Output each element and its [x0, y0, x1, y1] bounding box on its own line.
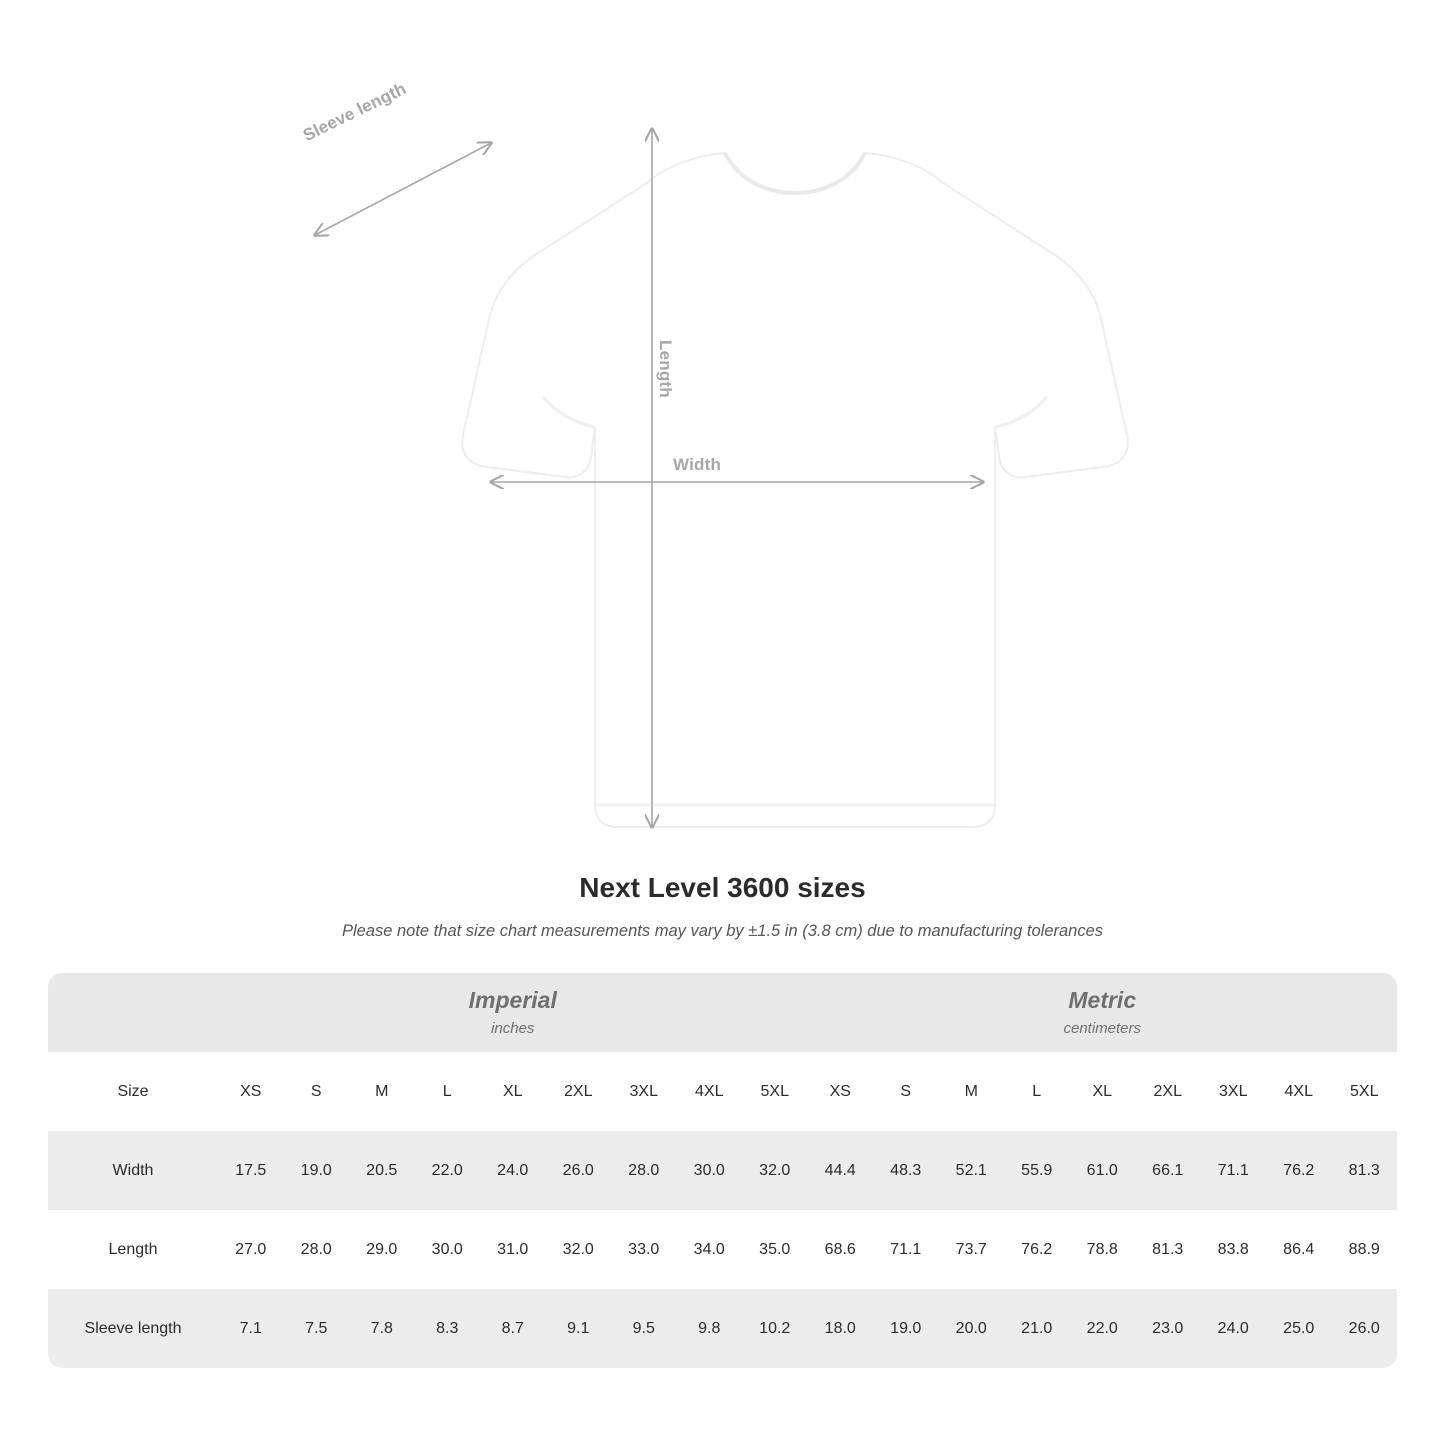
size-header-metric-3: L: [1004, 1052, 1070, 1131]
size-header-imperial-8: 5XL: [742, 1052, 808, 1131]
tshirt-illustration: [295, 105, 1155, 835]
cell-length-metric-1: 71.1: [873, 1210, 939, 1289]
title-block: [0, 872, 1445, 941]
row-label-width: Width: [48, 1131, 218, 1210]
cell-sleeve-imperial-4: 8.7: [480, 1289, 546, 1368]
table-row: [48, 1210, 1397, 1289]
cell-width-metric-3: 55.9: [1004, 1131, 1070, 1210]
cell-length-imperial-2: 29.0: [349, 1210, 415, 1289]
table-row: [48, 1131, 1397, 1210]
length-label: Length: [656, 340, 675, 398]
size-header-imperial-2: M: [349, 1052, 415, 1131]
unit-header-row: [48, 973, 1397, 1052]
sleeve-length-label: Sleeve length: [300, 78, 410, 146]
cell-width-metric-2: 52.1: [939, 1131, 1005, 1210]
size-header-metric-1: S: [873, 1052, 939, 1131]
cell-sleeve-metric-1: 19.0: [873, 1289, 939, 1368]
cell-sleeve-metric-7: 25.0: [1266, 1289, 1332, 1368]
cell-width-imperial-8: 32.0: [742, 1131, 808, 1210]
unit-metric-name: Metric: [1068, 987, 1137, 1014]
table-row: [48, 1289, 1397, 1368]
size-header-metric-7: 4XL: [1266, 1052, 1332, 1131]
cell-width-imperial-5: 26.0: [546, 1131, 612, 1210]
cell-length-metric-2: 73.7: [939, 1210, 1005, 1289]
width-label: Width: [673, 455, 722, 474]
cell-width-metric-8: 81.3: [1332, 1131, 1398, 1210]
cell-width-imperial-1: 19.0: [284, 1131, 350, 1210]
tolerance-note: Please note that size chart measurements may vary by ±1.5 in (3.8 cm) due to manufacturing tolerances: [341, 922, 1104, 940]
cell-sleeve-imperial-0: 7.1: [218, 1289, 284, 1368]
cell-sleeve-metric-0: 18.0: [808, 1289, 874, 1368]
size-header-metric-5: 2XL: [1135, 1052, 1201, 1131]
cell-width-metric-5: 66.1: [1135, 1131, 1201, 1210]
size-header-label: Size: [48, 1052, 218, 1131]
cell-sleeve-imperial-6: 9.5: [611, 1289, 677, 1368]
cell-width-imperial-2: 20.5: [349, 1131, 415, 1210]
cell-sleeve-metric-4: 22.0: [1070, 1289, 1136, 1368]
page-title: Next Level 3600 sizes: [579, 872, 866, 903]
cell-length-imperial-0: 27.0: [218, 1210, 284, 1289]
cell-length-imperial-4: 31.0: [480, 1210, 546, 1289]
size-header-imperial-3: L: [415, 1052, 481, 1131]
cell-length-imperial-5: 32.0: [546, 1210, 612, 1289]
cell-sleeve-metric-6: 24.0: [1201, 1289, 1267, 1368]
cell-width-imperial-0: 17.5: [218, 1131, 284, 1210]
unit-header-spacer: [48, 973, 218, 1052]
cell-sleeve-imperial-1: 7.5: [284, 1289, 350, 1368]
unit-imperial-name: Imperial: [468, 987, 557, 1014]
cell-width-metric-7: 76.2: [1266, 1131, 1332, 1210]
cell-width-imperial-3: 22.0: [415, 1131, 481, 1210]
cell-length-imperial-3: 30.0: [415, 1210, 481, 1289]
cell-sleeve-metric-3: 21.0: [1004, 1289, 1070, 1368]
cell-width-metric-4: 61.0: [1070, 1131, 1136, 1210]
cell-sleeve-metric-5: 23.0: [1135, 1289, 1201, 1368]
cell-sleeve-imperial-7: 9.8: [677, 1289, 743, 1368]
size-table-container: [48, 973, 1397, 1368]
cell-sleeve-imperial-8: 10.2: [742, 1289, 808, 1368]
cell-length-imperial-6: 33.0: [611, 1210, 677, 1289]
unit-metric-sub: centimeters: [1063, 1019, 1142, 1037]
size-header-metric-8: 5XL: [1332, 1052, 1398, 1131]
cell-width-metric-1: 48.3: [873, 1131, 939, 1210]
tshirt-icon: [295, 105, 1155, 835]
size-table: [48, 973, 1397, 1368]
size-header-metric-6: 3XL: [1201, 1052, 1267, 1131]
cell-length-metric-3: 76.2: [1004, 1210, 1070, 1289]
size-header-metric-2: M: [939, 1052, 1005, 1131]
cell-length-metric-6: 83.8: [1201, 1210, 1267, 1289]
cell-length-imperial-1: 28.0: [284, 1210, 350, 1289]
cell-length-imperial-8: 35.0: [742, 1210, 808, 1289]
size-header-imperial-4: XL: [480, 1052, 546, 1131]
cell-width-imperial-7: 30.0: [677, 1131, 743, 1210]
size-header-metric-4: XL: [1070, 1052, 1136, 1131]
cell-width-metric-6: 71.1: [1201, 1131, 1267, 1210]
size-header-metric-0: XS: [808, 1052, 874, 1131]
cell-sleeve-imperial-5: 9.1: [546, 1289, 612, 1368]
size-header-imperial-1: S: [284, 1052, 350, 1131]
cell-length-metric-0: 68.6: [808, 1210, 874, 1289]
cell-length-metric-8: 88.9: [1332, 1210, 1398, 1289]
row-label-length: Length: [48, 1210, 218, 1289]
unit-header-imperial: [218, 973, 808, 1052]
cell-sleeve-metric-8: 26.0: [1332, 1289, 1398, 1368]
cell-length-imperial-7: 34.0: [677, 1210, 743, 1289]
unit-header-metric: [808, 973, 1398, 1052]
cell-length-metric-5: 81.3: [1135, 1210, 1201, 1289]
size-header-imperial-0: XS: [218, 1052, 284, 1131]
cell-width-imperial-6: 28.0: [611, 1131, 677, 1210]
row-label-sleeve-length: Sleeve length: [48, 1289, 218, 1368]
cell-length-metric-7: 86.4: [1266, 1210, 1332, 1289]
cell-width-metric-0: 44.4: [808, 1131, 874, 1210]
cell-length-metric-4: 78.8: [1070, 1210, 1136, 1289]
unit-imperial-sub: inches: [491, 1019, 535, 1037]
size-header-row: [48, 1052, 1397, 1131]
size-header-imperial-7: 4XL: [677, 1052, 743, 1131]
cell-sleeve-metric-2: 20.0: [939, 1289, 1005, 1368]
cell-sleeve-imperial-3: 8.3: [415, 1289, 481, 1368]
size-header-imperial-5: 2XL: [546, 1052, 612, 1131]
cell-sleeve-imperial-2: 7.8: [349, 1289, 415, 1368]
cell-width-imperial-4: 24.0: [480, 1131, 546, 1210]
size-header-imperial-6: 3XL: [611, 1052, 677, 1131]
